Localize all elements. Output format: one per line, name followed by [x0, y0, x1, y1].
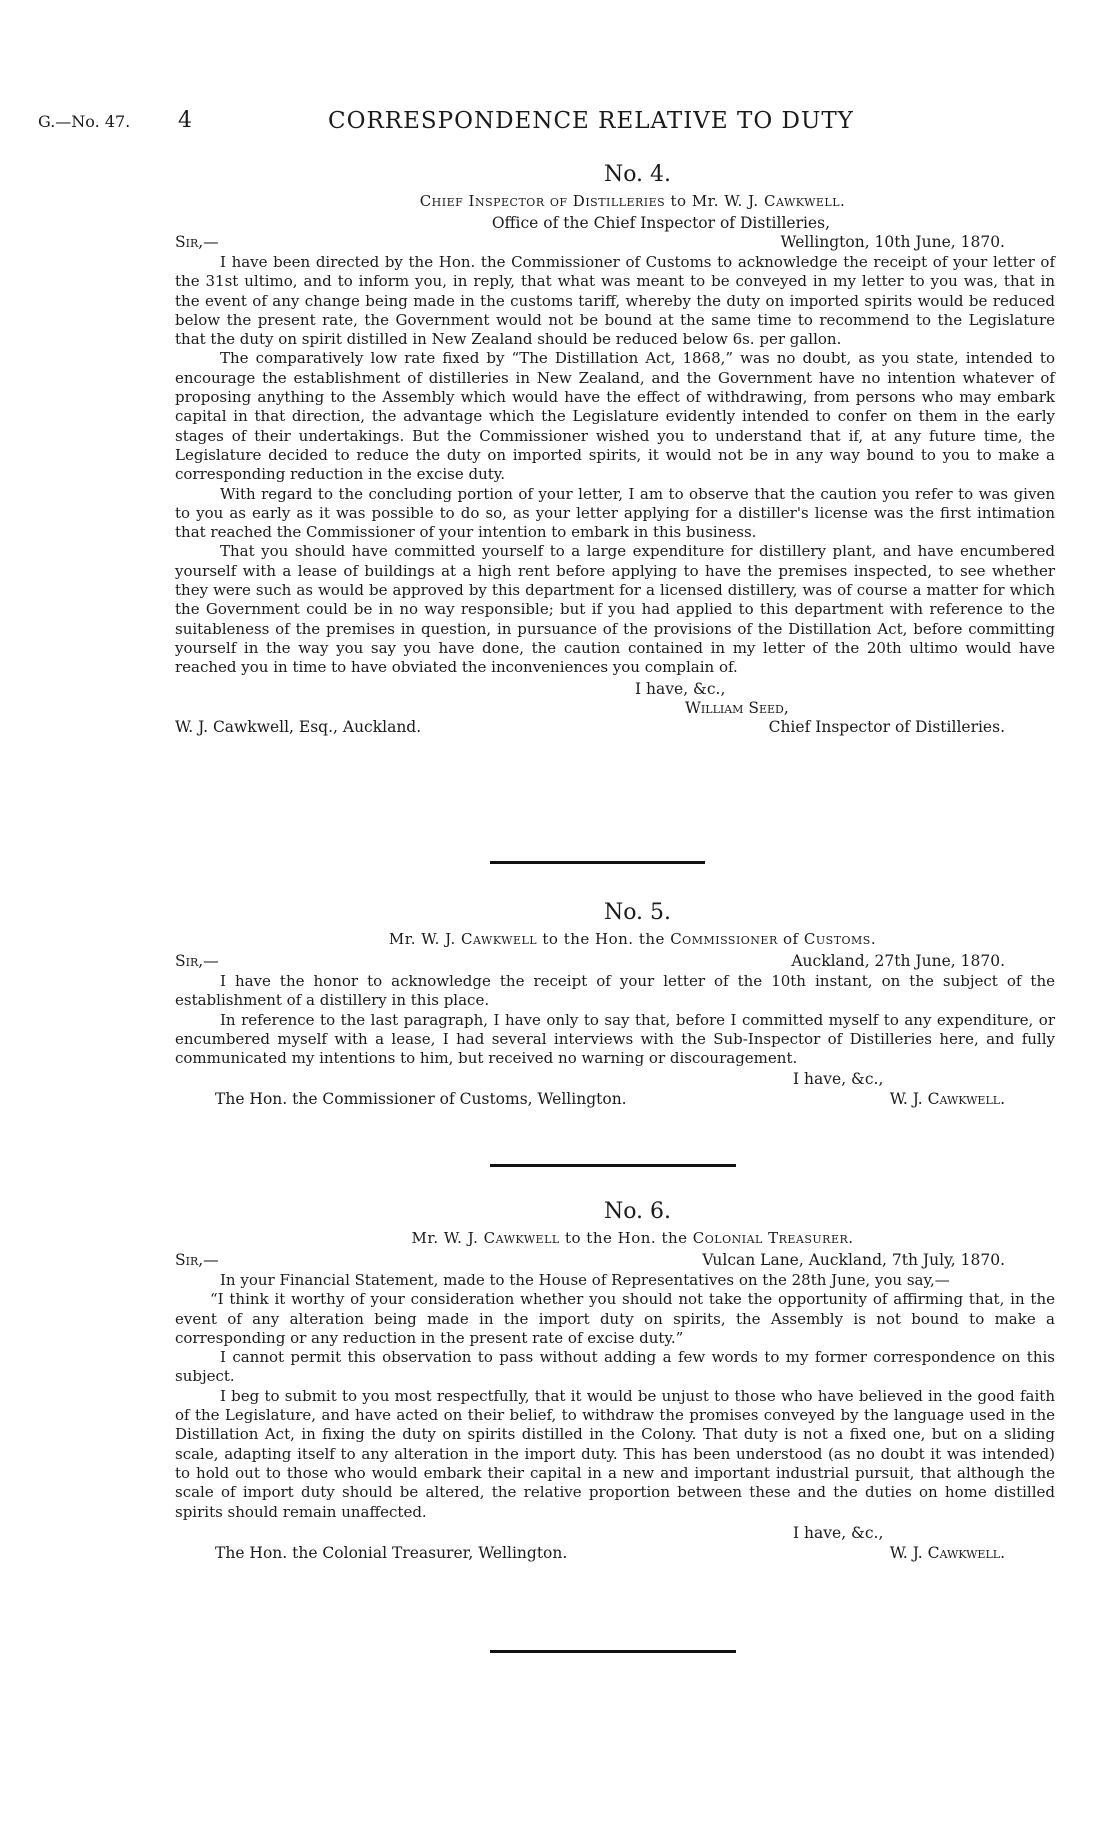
letter-closing	[175, 1068, 1055, 1110]
addressee: The Hon. the Colonial Treasurer, Wellington.	[215, 1543, 568, 1562]
section-divider	[490, 861, 705, 864]
signature: W. J. Cawkwell.	[889, 1543, 1005, 1562]
salutation: Sir,—	[175, 1251, 219, 1269]
page-title: CORRESPONDENCE RELATIVE TO DUTY	[328, 108, 854, 134]
letter-heading: Mr. W. J. Cawkwell to the Hon. the Colonial Treasurer.	[411, 1229, 854, 1247]
letter-paragraph: The comparatively low rate fixed by “The Distillation Act, 1868,” was no doubt, as you state, intended to encourage the establishment of distilleries in New Zealand, and the Government have no intention whatever of proposing anything to the Assembly which would have the effect of withdrawing, from persons who may embark capital in that direction, the advantage which the Legislature evidently intended to confer on them in the early stages of their undertakings. But the Commissioner wished you to understand that if, at any future time, the Legislature decided to reduce the duty on imported spirits, it would not be in any way bound to you to make a corresponding reduction in the excise duty.	[175, 349, 1055, 484]
letter-paragraph: In your Financial Statement, made to the House of Representatives on the 28th June, you say,—	[220, 1271, 950, 1289]
letter-number: No. 4.	[603, 162, 672, 187]
addressee: W. J. Cawkwell, Esq., Auckland.	[175, 717, 422, 736]
quoted-passage: “I think it worthy of your consideration whether you should not take the opportunity of affirming that, in the event of any alteration being made in the import duty on spirits, the Assembly is not bound to make a corresponding or any reduction in the present rate of excise duty.”	[175, 1290, 1055, 1347]
paper-reference: G.—No. 47.	[38, 112, 131, 131]
dateline: Wellington, 10th June, 1870.	[780, 233, 1005, 251]
section-divider	[490, 1650, 736, 1653]
page-header	[38, 108, 1078, 138]
letter-paragraph: I beg to submit to you most respectfully, that it would be unjust to those who have believed in the good faith of the Legislature, and have acted on their belief, to withdraw the promises conveyed by the language used in the Distillation Act, in fixing the duty on spirits distilled in the Colony. That duty is not a fixed one, but on a sliding scale, adapting itself to any alteration in the import duty. This has been understood (as no doubt it was intended) to hold out to those who would embark their capital in a new and important industrial pursuit, that although the scale of import duty should be altered, the relative proportion between these and the duties on home distilled spirits should remain unaffected.	[175, 1386, 1055, 1521]
signature: William Seed,	[685, 698, 789, 717]
salutation: Sir,—	[175, 233, 219, 251]
section-divider	[490, 1164, 736, 1167]
letter-number: No. 5.	[603, 900, 672, 925]
page-number: 4	[178, 108, 192, 133]
salutation-dateline	[175, 233, 1055, 253]
letter-closing	[175, 678, 1055, 738]
letter-no-6	[175, 1199, 1055, 1564]
letter-number: No. 6.	[603, 1199, 672, 1224]
letter-heading: Chief Inspector of Distilleries to Mr. W. J. Cawkwell.	[419, 192, 846, 210]
closing-phrase: I have, &c.,	[635, 679, 726, 698]
letter-no-5	[175, 900, 1055, 1110]
addressee: The Hon. the Commissioner of Customs, Wellington.	[215, 1090, 627, 1109]
letter-paragraph: That you should have committed yourself to a large expenditure for distillery plant, and have encumbered yourself with a lease of buildings at a high rent before applying to have the premises inspected, to see whether they were such as would be approved by this department for a licensed distillery, was of course a matter for which the Government could be in no way responsible; but if you had applied to this department with reference to the suitableness of the premises in question, in pursuance of the provisions of the Distillation Act, before committing yourself in the way you say you have done, the caution contained in my letter of the 20th ultimo would have reached you in time to have obviated the inconveniences you complain of.	[175, 542, 1055, 677]
letter-no-4	[175, 162, 1055, 738]
dateline: Auckland, 27th June, 1870.	[791, 952, 1005, 970]
salutation-dateline	[175, 952, 1055, 972]
dateline: Vulcan Lane, Auckland, 7th July, 1870.	[702, 1251, 1005, 1269]
letter-paragraph: I have the honor to acknowledge the receipt of your letter of the 10th instant, on the subject of the establishment of a distillery in this place.	[175, 972, 1055, 1010]
letter-paragraph: In reference to the last paragraph, I have only to say that, before I committed myself to any expenditure, or encumbered myself with a lease, I had several interviews with the Sub-Inspector of Distilleries here, and fully communicated my intentions to him, but received no warning or discouragement.	[175, 1010, 1055, 1068]
salutation-dateline	[175, 1251, 1055, 1271]
signature-title: Chief Inspector of Distilleries.	[768, 717, 1005, 736]
office-line: Office of the Chief Inspector of Distilleries,	[491, 214, 830, 232]
letter-paragraph: With regard to the concluding portion of your letter, I am to observe that the caution you refer to was given to you as early as it was possible to do so, as your letter applying for a distiller's license was the first intimation that reached the Commissioner of your intention to embark in this business.	[175, 484, 1055, 542]
letter-closing	[175, 1522, 1055, 1564]
letter-paragraph: I cannot permit this observation to pass without adding a few words to my former correspondence on this subject.	[175, 1348, 1055, 1386]
closing-phrase: I have, &c.,	[793, 1070, 884, 1089]
letter-paragraph: I have been directed by the Hon. the Commissioner of Customs to acknowledge the receipt of your letter of the 31st ultimo, and to inform you, in reply, that what was meant to be conveyed in my letter to you was, that in the event of any change being made in the customs tariff, whereby the duty on imported spirits would be reduced below the present rate, the Government would not be bound at the same time to recommend to the Legislature that the duty on spirit distilled in New Zealand should be reduced below 6s. per gallon.	[175, 253, 1055, 349]
salutation: Sir,—	[175, 952, 219, 970]
closing-phrase: I have, &c.,	[793, 1523, 884, 1542]
letter-heading: Mr. W. J. Cawkwell to the Hon. the Commissioner of Customs.	[388, 930, 877, 948]
signature: W. J. Cawkwell.	[889, 1090, 1005, 1109]
